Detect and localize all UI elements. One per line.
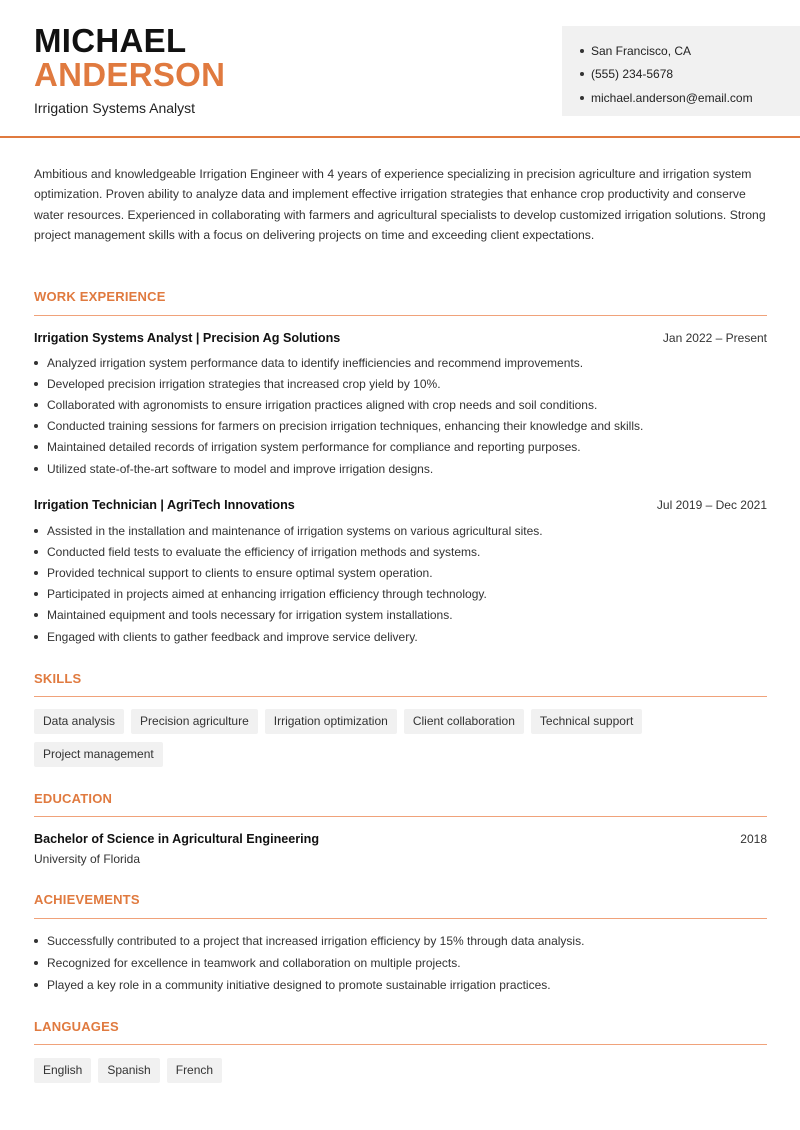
list-item: Developed precision irrigation strategies that increased crop yield by 10%.	[34, 373, 774, 394]
language-tag: French	[167, 1058, 222, 1083]
list-item: Provided technical support to clients to ensure optimal system operation.	[34, 562, 774, 583]
bullet-icon	[34, 550, 38, 554]
section-divider	[34, 315, 767, 316]
list-item: Analyzed irrigation system performance data to identify inefficiencies and recommend improvements.	[34, 352, 774, 373]
list-item: Maintained detailed records of irrigation system performance for compliance and reporting purposes.	[34, 437, 774, 458]
bullet-icon	[34, 382, 38, 386]
skills-tags	[34, 709, 654, 767]
section-divider	[34, 816, 767, 817]
skill-tag: Client collaboration	[404, 709, 524, 734]
list-item: Maintained equipment and tools necessary for irrigation system installations.	[34, 605, 774, 626]
section-title-education: EDUCATION	[34, 791, 113, 806]
summary: Ambitious and knowledgeable Irrigation Engineer with 4 years of experience specializing in precision agriculture and irrigation system optimization. Proven ability to analyze data and implement effective irrigation strategies that enhance crop productivity and conserve water resources. Experienced in collaborating with farmers and agricultural specialists to develop customized irrigation solutions. Strong project management skills with a focus on delivering projects on time and exceeding client expectations.	[34, 167, 766, 242]
job-bullets-2	[34, 520, 774, 647]
bullet-icon	[580, 72, 584, 76]
list-item: Assisted in the installation and maintenance of irrigation systems on various agricultural sites.	[34, 520, 774, 541]
language-tag: Spanish	[98, 1058, 159, 1083]
achievements-list	[34, 930, 774, 996]
job-bullets-1	[34, 352, 774, 479]
list-item: Utilized state-of-the-art software to model and improve irrigation designs.	[34, 458, 774, 479]
resume-header	[0, 0, 800, 138]
bullet-icon	[34, 445, 38, 449]
list-item: Conducted field tests to evaluate the efficiency of irrigation methods and systems.	[34, 541, 774, 562]
job-title-1: Irrigation Systems Analyst | Precision Ag Solutions	[34, 331, 341, 345]
bullet-icon	[34, 403, 38, 407]
list-item: Conducted training sessions for farmers on precision irrigation techniques, enhancing their knowledge and skills.	[34, 416, 774, 437]
skill-tag: Irrigation optimization	[265, 709, 397, 734]
list-item: Recognized for excellence in teamwork and collaboration on multiple projects.	[34, 952, 774, 974]
skill-tag: Technical support	[531, 709, 642, 734]
list-item: Participated in projects aimed at enhancing irrigation efficiency through technology.	[34, 584, 774, 605]
contact-location: San Francisco, CA	[580, 39, 800, 63]
section-divider	[34, 696, 767, 697]
section-divider	[34, 1044, 767, 1045]
bullet-icon	[580, 49, 584, 53]
first-name: MICHAEL	[34, 22, 187, 59]
bullet-icon	[34, 529, 38, 533]
education-degree: Bachelor of Science in Agricultural Engineering	[34, 832, 320, 846]
job-date-1: Jan 2022 – Present	[662, 331, 767, 345]
bullet-icon	[34, 571, 38, 575]
bullet-icon	[34, 961, 38, 965]
bullet-icon	[34, 613, 38, 617]
education-year: 2018	[740, 832, 767, 846]
list-item: Successfully contributed to a project that increased irrigation efficiency by 15% through data analysis.	[34, 930, 774, 952]
last-name: ANDERSON	[34, 56, 226, 93]
bullet-icon	[34, 939, 38, 943]
language-tags	[34, 1058, 774, 1083]
job-title-2: Irrigation Technician | AgriTech Innovations	[34, 498, 295, 512]
skill-tag: Data analysis	[34, 709, 124, 734]
bullet-icon	[34, 467, 38, 471]
job-date-2: Jul 2019 – Dec 2021	[656, 498, 767, 512]
contact-email[interactable]: michael.anderson@email.com	[580, 86, 800, 110]
section-title-work: WORK EXPERIENCE	[34, 289, 166, 304]
job-role: Irrigation Systems Analyst	[34, 100, 196, 116]
list-item: Played a key role in a community initiative designed to promote sustainable irrigation practices.	[34, 974, 774, 996]
contact-box	[562, 26, 800, 116]
bullet-icon	[34, 424, 38, 428]
list-item: Collaborated with agronomists to ensure irrigation practices aligned with crop needs and soil conditions.	[34, 394, 774, 415]
section-divider	[34, 918, 767, 919]
section-title-languages: LANGUAGES	[34, 1019, 119, 1034]
bullet-icon	[34, 592, 38, 596]
skill-tag: Project management	[34, 742, 163, 767]
bullet-icon	[580, 96, 584, 100]
contact-phone: (555) 234-5678	[580, 63, 800, 87]
bullet-icon	[34, 983, 38, 987]
bullet-icon	[34, 361, 38, 365]
bullet-icon	[34, 635, 38, 639]
education-school: University of Florida	[34, 852, 141, 866]
section-title-skills: SKILLS	[34, 671, 82, 686]
section-title-achievements: ACHIEVEMENTS	[34, 892, 140, 907]
list-item: Engaged with clients to gather feedback and improve service delivery.	[34, 626, 774, 647]
skill-tag: Precision agriculture	[131, 709, 258, 734]
language-tag: English	[34, 1058, 91, 1083]
